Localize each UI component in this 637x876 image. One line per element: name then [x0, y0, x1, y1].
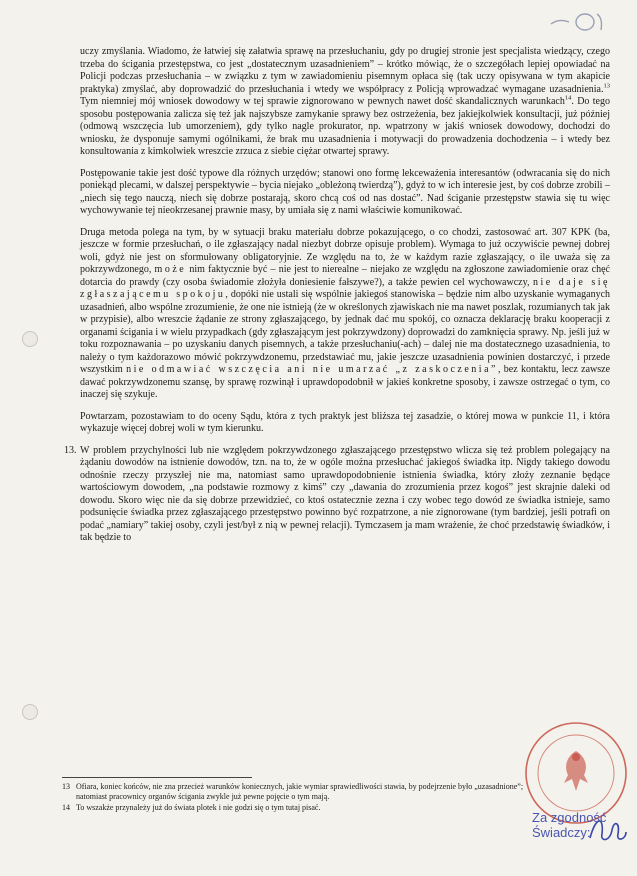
paragraph-2: Postępowanie takie jest dość typowe dla różnych urzędów; stanowi ono formę lekceważenia interesantów (odwracania się do nich poniekąd plecami, w dalszej perspektywie – bycia niejako „obleżoną twierdzą”), gdyż to w ich interesie jest, by coś dobrze zrobili – „niech się tego nauczą, niech się dobrze postarają, skoro chcą coś od nas dostać”. Nad ściganie przestępstw stawia się tu więc wychowywanie tej nieokrzesanej prawnie masy, by umiała się z nami właściwie komunikować. [80, 167, 610, 216]
certification-stamp-text: Za zgodność Świadczy: [532, 810, 607, 840]
numbered-item-13: 13. W problem przychylności lub nie względem pokrzywdzonego zgłaszającego przestępstwo wlicza się też problem polegający na żądaniu dowodów na istnienie dowodów, tzn. na to, że w ogóle można przesłuchać jakiegoś świadka itp. Nigdy takiego dowodu odnośnie rzeczy przyszłej nie ma, natomiast samo uprawdopodobnienie istnienia świadka, który złoży zeznanie będące wartościowym dowodem, „na podstawie rozmowy z kimś” czy „dawania do zrozumienia przez kogoś” jest skrajnie daleki od dowodu. Skoro więc nie da się dobrze przewidzieć, co ktoś ostatecznie zezna i czy wobec tego dowód ze świadka istnieje, samo podsunięcie świadka przez zgłaszającego przestępstwo powinno być rozpatrzone, a nie zignorowane (tym bardziej, jeśli potrafi on podać „namiary” takiej osoby, czyli jest/był z nią w pewnej relacji). Tymczasem ja mam wrażenie, że choć przedstawię świadków, i tak będzie to [64, 444, 610, 543]
punch-hole [22, 704, 38, 720]
footnote-13: 13 Ofiara, koniec końców, nie zna przecież warunków koniecznych, jakie wymiar sprawiedliwości stawia, by podejrzenie było „uzasadnione”; natomiast pracownicy organów ścigania zwykle już pewne pojęcie o tym mają. [62, 782, 524, 801]
paragraph-4: Powtarzam, pozostawiam to do oceny Sądu, która z tych praktyk jest bliższa tej zasadzie, o której mowa w punkcie 11, i która wykazuje więcej dobrej woli w tym kierunku. [80, 410, 610, 434]
footnote-ref-14: 14 [564, 94, 572, 102]
handwritten-signature [586, 812, 630, 846]
handwritten-page-mark [547, 4, 607, 36]
footnote-14: 14 To wszakże przynależy już do świata plotek i nie godzi się o tym tutaj pisać. [62, 803, 321, 812]
paragraph-1: uczy zmyślania. Wiadomo, że łatwiej się załatwia sprawę na przesłuchaniu, gdy po drugiej stronie jest specjalista wiedzący, czego trzeba do ścigania przestępstwa, co jest „dostatecznym uzasadnieniem” – krótko mówiąc, że o szczegółach lepiej opowiadać na Policji podczas przesłuchania – w związku z tym w zawiadomieniu pisemnym opłaca się (tak uczy opisywana w tym akapicie praktyka) zmyślać, aby doprowadzić do przesłuchania i wtedy we współpracy z Policją wprowadzać wymagane uzasadnienia.$^{13}$ Tym niemniej mój wniosek dowodowy w tej sprawie zignorowano w pewnych nawet dość skandalicznych warunkach$^{14}$. Do tego sposobu postępowania zalicza się też jak najszybsze zamykanie sprawy bez ostrzeżenia, bez jakiejkolwiek konsultacji, już później (odmową wszczęcia lub umorzeniem), gdy tylko nagle prokurator, np. wpatrzony w jakiś wniosek dowodowy, dochodzi do wniosku, że dysponuje samymi ogólnikami, że brak mu uzasadnienia i motywacji do prowadzenia dochodzenia – i wtedy bez konsultowania z kimkolwiek wreszcie zrzuca z siebie ciężar otwartej sprawy. [80, 46, 610, 157]
footnote-ref-13: 13 [603, 82, 610, 90]
main-text [64, 46, 611, 554]
footnotes [62, 782, 532, 814]
punch-hole [22, 331, 38, 347]
paragraph-3: Druga metoda polega na tym, by w sytuacji braku materiału dobrze pokazującego, o co chodzi, zastosować art. 307 KPK (ba, jeszcze w formie przesłuchań, o ile zgłaszający nadal niezbyt dobrze opisuje problem). Wymaga to już oczywiście pewnej dobrej woli, gdyż nie jest on sformułowany obligatoryjnie. Ze względu na to, że w każdym razie zgłaszający, o ile uważa się za pokrzywdzonego, może nim faktycznie być – nie jest to nierealne – niejako ze względu na zgłoszone zawiadomienie oraz chęć dotarcia do prawdy (czy osoba świadomie złożyła doniesienie fałszywe?), a także pewien cel wychowawczy, nie daje się zgłaszającemu spokoju, dopóki nie ustali się wspólnie jakiegoś stanowiska – będzie nim albo uzyskanie wymaganych uzasadnień, albo wspólne zrozumienie, że one nie istnieją (że w określonych zjawiskach nie ma nawet poszlak, rozumianych tak jak w przypisie), albo wreszcie żądanie ze strony zgłaszającego, by jednak dać mu spokój, co oznacza deklarację braku kooperacji z organami ścigania i w wielu przypadkach (gdy zgłaszającym jest pokrzywdzony) doprowadzi do zamknięcia sprawy. Np. jeśli już w toku rozpoznawania – po uzyskaniu danych pisemnych, a także przesłuchaniu(-ach) – dalej nie ma dostatecznego uzasadnienia, to należy o tym każdorazowo mówić pokrzywdzonemu, przedstawiać mu, jakie jeszcze uzasadnienia powinien dostarczyć, i przede wszystkim nie odmawiać wszczęcia ani nie umarzać „z zaskoczenia”, bez kontaktu, lecz zawsze dawać pokrzywdzonemu szansę, by sprawę rozwinął i uprawdopodobnił w jakieś konkretne sposoby, i zawsze ostrzegać o tym, co inaczej się szykuje. [80, 226, 611, 400]
item-number: 13. [64, 444, 77, 456]
footnote-divider [62, 777, 252, 778]
